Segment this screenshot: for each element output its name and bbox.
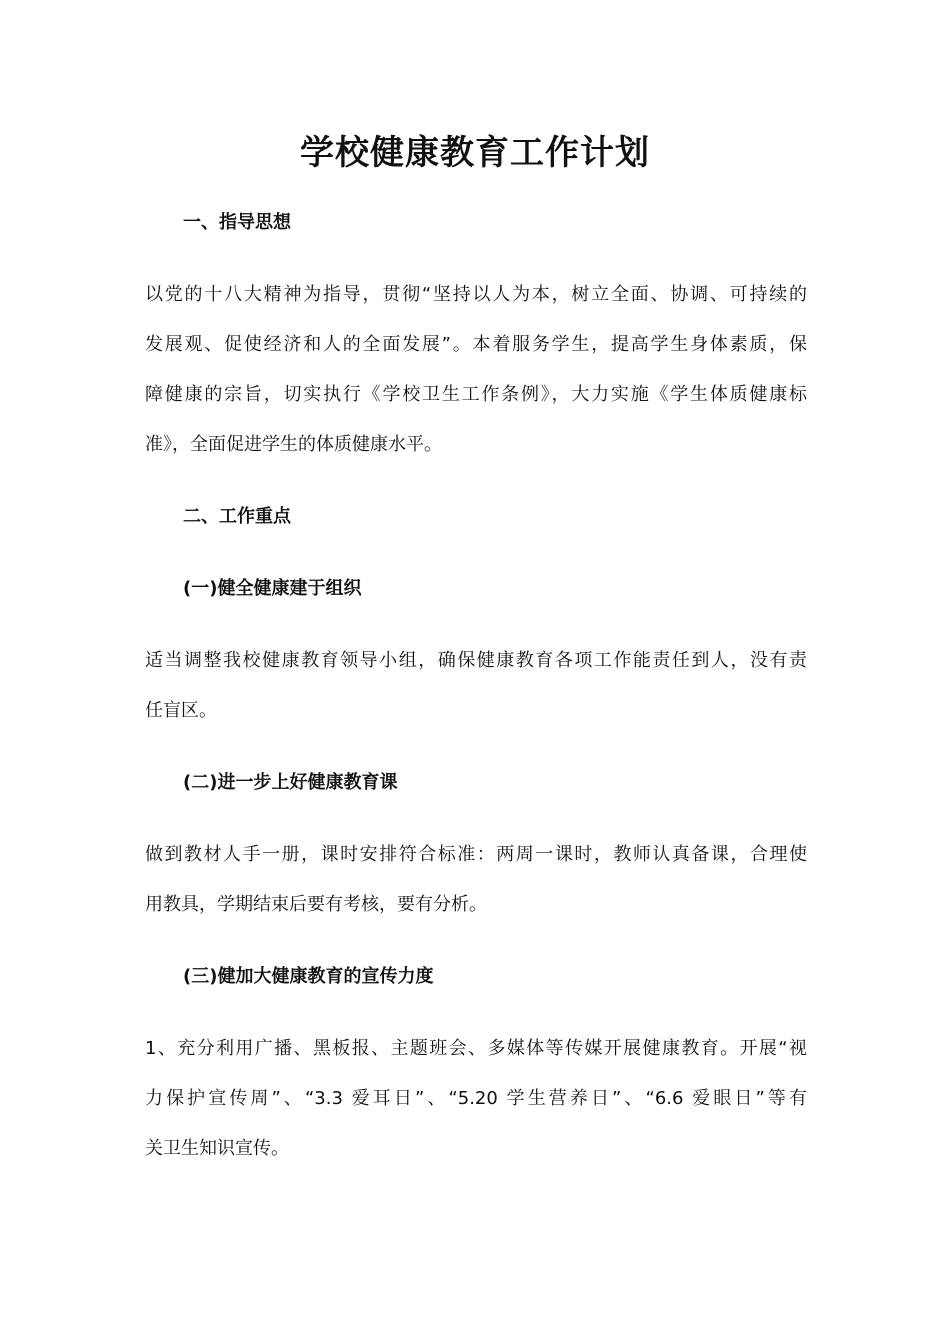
paragraph-line: 适当调整我校健康教育领导小组，确保健康教育各项工作能责任到人，没有责 (145, 650, 807, 671)
paragraph-organization (145, 636, 807, 736)
paragraph-publicity (145, 1024, 807, 1174)
document-title: 学校健康教育工作计划 (300, 133, 650, 173)
paragraph-line: 准》，全面促进学生的体质健康水平。 (145, 434, 442, 455)
paragraph-health-class (145, 830, 807, 930)
paragraph-line: 发展观、促使经济和人的全面发展”。本着服务学生，提高学生身体素质，保 (145, 334, 807, 355)
paragraph-line: 1、充分利用广播、黑板报、主题班会、多媒体等传媒开展健康教育。开展“视 (145, 1038, 807, 1059)
section-heading-guiding-thought: 一、指导思想 (183, 212, 291, 233)
section-heading-work-focus: 二、工作重点 (183, 506, 291, 527)
paragraph-line: 任盲区。 (145, 700, 217, 721)
subsection-heading-organization: (一)健全健康建于组织 (183, 578, 362, 599)
paragraph-line: 障健康的宗旨，切实执行《学校卫生工作条例》，大力实施《学生体质健康标 (145, 384, 807, 405)
paragraph-line: 用教具，学期结束后要有考核，要有分析。 (145, 894, 487, 915)
subsection-heading-publicity: (三)健加大健康教育的宣传力度 (183, 966, 434, 987)
paragraph-line: 关卫生知识宣传。 (145, 1138, 289, 1159)
paragraph-guiding-thought (145, 270, 807, 470)
subsection-heading-health-class: (二)进一步上好健康教育课 (183, 772, 398, 793)
paragraph-line: 做到教材人手一册，课时安排符合标准：两周一课时，教师认真备课，合理使 (145, 844, 807, 865)
paragraph-line: 力保护宣传周”、“3.3 爱耳日”、“5.20 学生营养日”、“6.6 爱眼日”等有 (145, 1088, 807, 1109)
paragraph-line: 以党的十八大精神为指导，贯彻“坚持以人为本，树立全面、协调、可持续的 (145, 284, 807, 305)
